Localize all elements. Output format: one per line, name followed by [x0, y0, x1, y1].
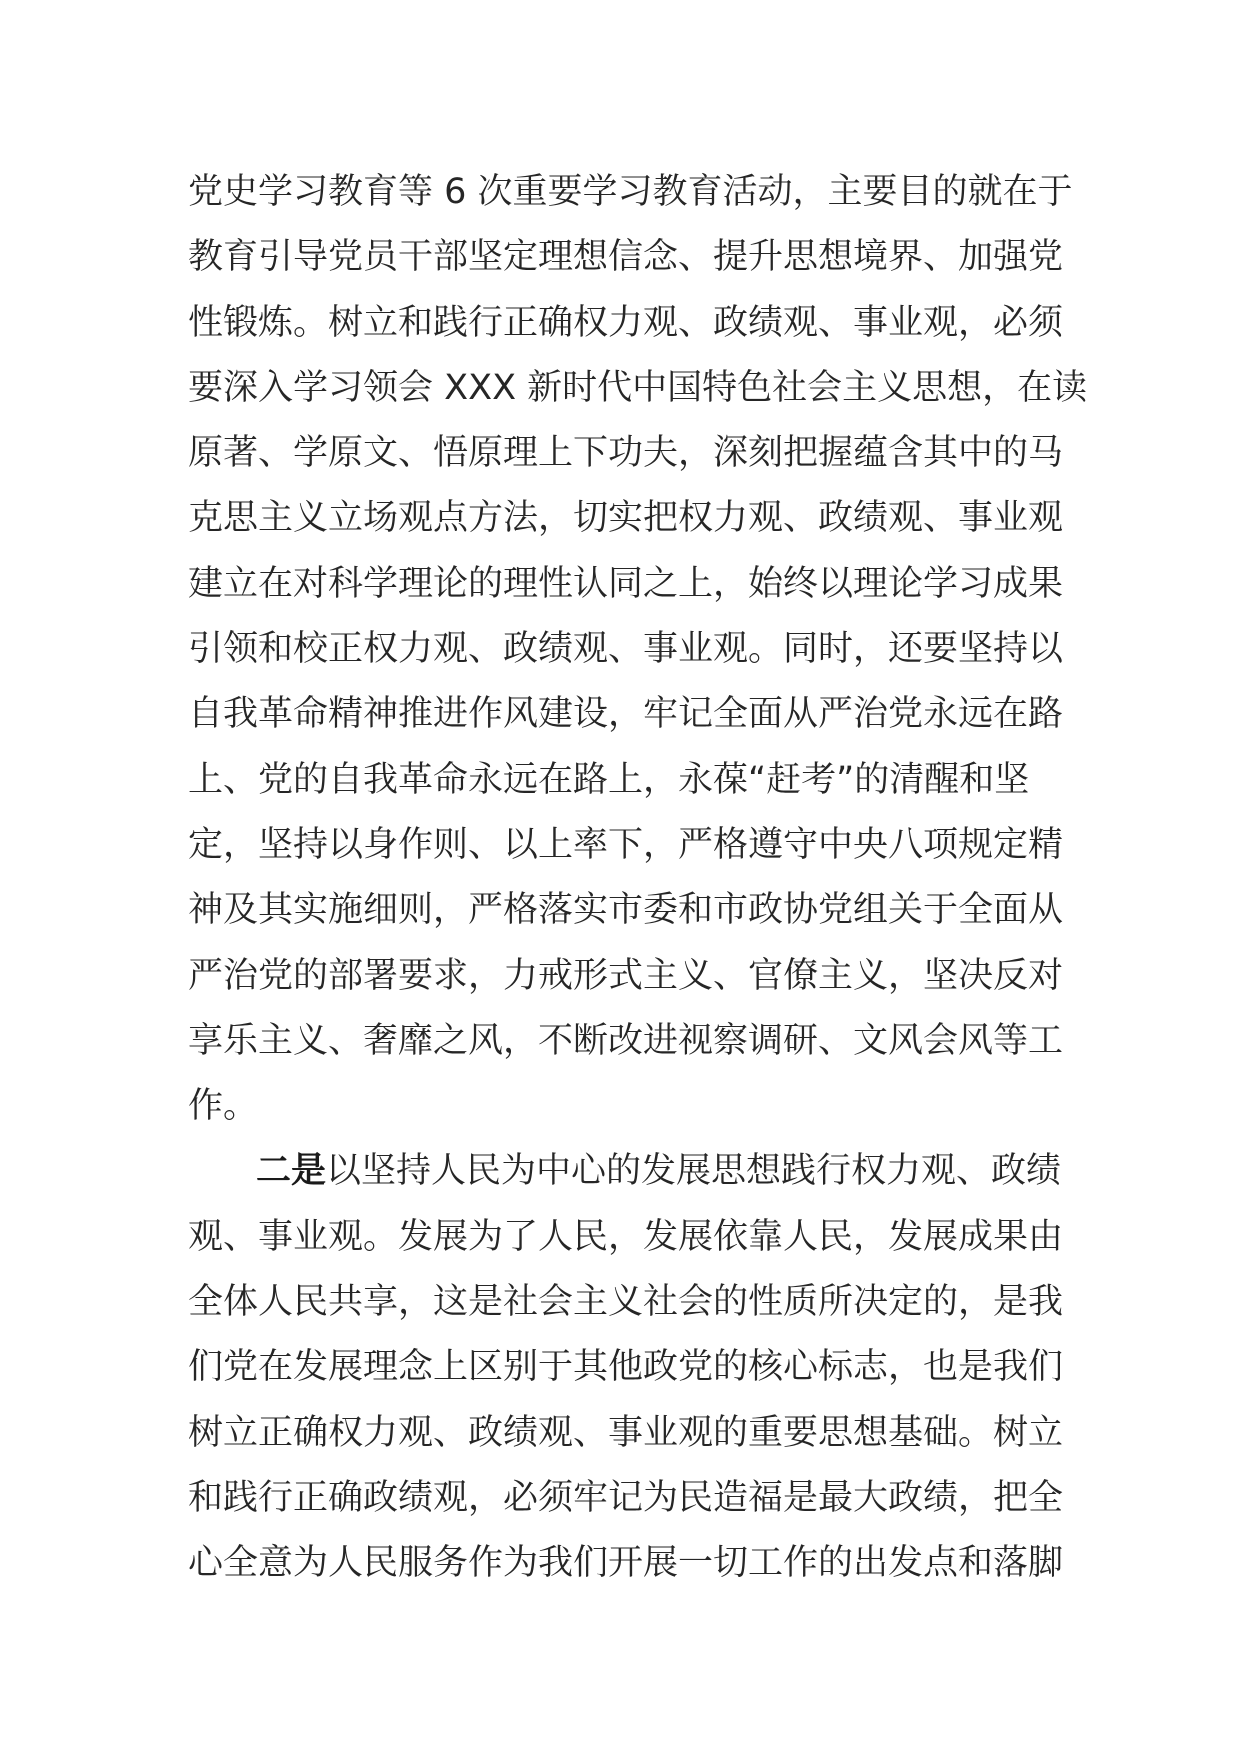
- document-body: [188, 160, 1088, 1597]
- paragraph-line: 们党在发展理念上区别于其他政党的核心标志，也是我们: [188, 1347, 1064, 1388]
- paragraph-line: 教育引导党员干部坚定理想信念、提升思想境界、加强党: [188, 237, 1064, 278]
- paragraph-line: 建立在对科学理论的理性认同之上，始终以理论学习成果: [188, 563, 1064, 604]
- paragraph-line: 全体人民共享，这是社会主义社会的性质所决定的，是我: [188, 1282, 1064, 1323]
- paragraph-lead-label: 二是: [256, 1151, 327, 1192]
- paragraph-line: 作。: [188, 1086, 259, 1127]
- paragraph-line: 性锻炼。树立和践行正确权力观、政绩观、事业观，必须: [188, 302, 1064, 343]
- paragraph-line: 观、事业观。发展为了人民，发展依靠人民，发展成果由: [188, 1216, 1064, 1257]
- paragraph-2: [188, 1139, 1068, 1596]
- paragraph-1: [188, 160, 1088, 1139]
- paragraph-line: 树立正确权力观、政绩观、事业观的重要思想基础。树立: [188, 1412, 1064, 1453]
- paragraph-line: 要深入学习领会 XXX 新时代中国特色社会主义思想，在读: [188, 367, 1088, 408]
- paragraph-line: 克思主义立场观点方法，切实把权力观、政绩观、事业观: [188, 498, 1064, 539]
- paragraph-line: 自我革命精神推进作风建设，牢记全面从严治党永远在路: [188, 694, 1064, 735]
- paragraph-line: 党史学习教育等 6 次重要学习教育活动，主要目的就在于: [188, 172, 1073, 212]
- paragraph-line: 神及其实施细则，严格落实市委和市政协党组关于全面从: [188, 890, 1064, 931]
- paragraph-line: 定，坚持以身作则、以上率下，严格遵守中央八项规定精: [188, 824, 1064, 865]
- paragraph-line: 和践行正确政绩观，必须牢记为民造福是最大政绩，把全: [188, 1477, 1064, 1518]
- paragraph-line: 严治党的部署要求，力戒形式主义、官僚主义，坚决反对: [188, 955, 1064, 996]
- paragraph-first-line: [188, 1139, 1068, 1204]
- paragraph-line: 引领和校正权力观、政绩观、事业观。同时，还要坚持以: [188, 629, 1064, 670]
- paragraph-line-text: 以坚持人民为中心的发展思想践行权力观、政绩: [326, 1151, 1062, 1192]
- paragraph-line: 原著、学原文、悟原理上下功夫，深刻把握蕴含其中的马: [188, 433, 1064, 474]
- paragraph-line: 上、党的自我革命永远在路上，永葆“赶考”的清醒和坚: [188, 759, 1030, 800]
- paragraph-line: 享乐主义、奢靡之风，不断改进视察调研、文风会风等工: [188, 1020, 1064, 1061]
- paragraph-line: 心全意为人民服务作为我们开展一切工作的出发点和落脚: [188, 1543, 1064, 1584]
